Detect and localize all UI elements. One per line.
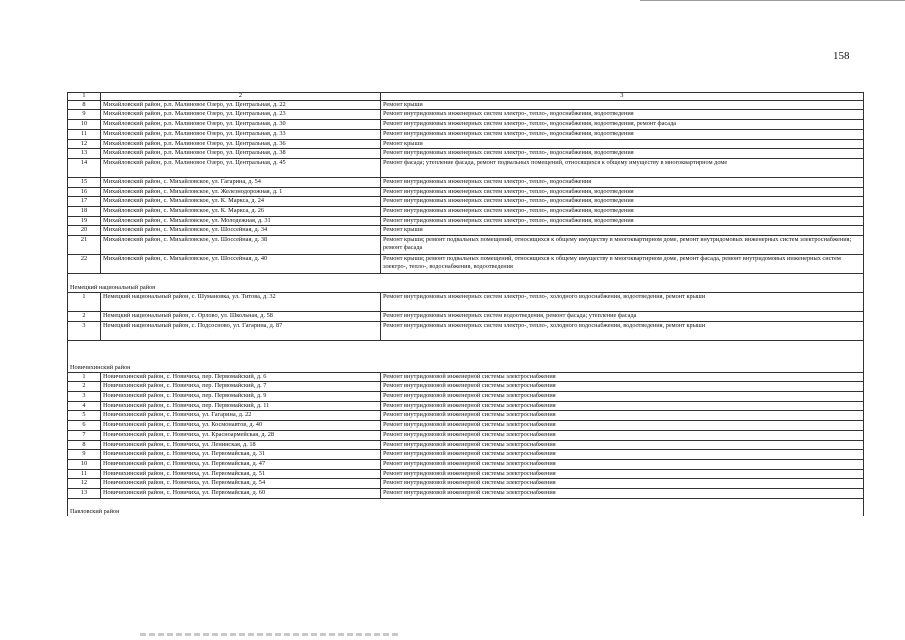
- row-address: Михайловский район, с. Михайловское, ул. Шоссейная, д. 40: [101, 255, 381, 274]
- row-work: Ремонт внутридомовых инженерных систем электро-, тепло-, водоснабжения, водоотведения: [381, 197, 864, 207]
- table-row: [68, 312, 864, 322]
- row-work: Ремонт крыши: [381, 100, 864, 110]
- row-number: 6: [68, 421, 101, 431]
- row-work: Ремонт фасада; утепление фасада, ремонт подвальных помещений, относящихся к общему имуществу в многоквартирном доме: [381, 158, 864, 177]
- row-number: 12: [68, 479, 101, 489]
- table-row: [68, 372, 864, 382]
- row-address: Новичихинский район, с. Новичиха, ул. Первомайская, д. 31: [101, 450, 381, 460]
- row-work: Ремонт внутридомовой инженерной системы электроснабжения: [381, 479, 864, 489]
- row-work: Ремонт внутридомовой инженерной системы электроснабжения: [381, 401, 864, 411]
- row-number: 4: [68, 401, 101, 411]
- table-row: [68, 236, 864, 255]
- row-address: Михайловский район, с. Михайловское, ул. К. Маркса, д. 24: [101, 197, 381, 207]
- row-work: Ремонт внутридомовых инженерных систем электро-, тепло-, холодного водоснабжения, водоотведения, ремонт крыши: [381, 293, 864, 312]
- table-row: [68, 401, 864, 411]
- table-row: [68, 110, 864, 120]
- row-work: Ремонт крыши: [381, 139, 864, 149]
- row-address: Михайловский район, р.п. Малиновое Озеро, ул. Центральная, д. 23: [101, 110, 381, 120]
- row-work: Ремонт внутридомовой инженерной системы электроснабжения: [381, 488, 864, 498]
- row-address: Новичихинский район, с. Новичиха, пер. Первомайский, д. 7: [101, 382, 381, 392]
- row-work: Ремонт внутридомовой инженерной системы электроснабжения: [381, 440, 864, 450]
- table-row: [68, 382, 864, 392]
- row-number: 5: [68, 411, 101, 421]
- row-address: Михайловский район, р.п. Малиновое Озеро, ул. Центральная, д. 30: [101, 120, 381, 130]
- row-address: Новичихинский район, с. Новичиха, ул. Красноармейская, д. 28: [101, 430, 381, 440]
- row-address: Михайловский район, с. Михайловское, ул. К. Маркса, д. 26: [101, 206, 381, 216]
- row-address: Михайловский район, с. Михайловское, ул. Железнодорожная, д. 1: [101, 187, 381, 197]
- row-number: 20: [68, 226, 101, 236]
- row-address: Новичихинский район, с. Новичиха, ул. Первомайская, д. 51: [101, 469, 381, 479]
- row-number: 3: [68, 321, 101, 340]
- row-address: Новичихинский район, с. Новичиха, ул. Первомайская, д. 54: [101, 479, 381, 489]
- row-work: Ремонт внутридомовых инженерных систем электро-, тепло-, водоснабжения, водоотведения: [381, 129, 864, 139]
- row-address: Новичихинский район, с. Новичиха, ул. Гагарина, д. 22: [101, 411, 381, 421]
- section-title: Новичихинский район: [68, 340, 864, 372]
- row-work: Ремонт внутридомовой инженерной системы электроснабжения: [381, 459, 864, 469]
- page-number: 158: [833, 50, 850, 62]
- row-work: Ремонт внутридомовой инженерной системы электроснабжения: [381, 372, 864, 382]
- row-address: Михайловский район, с. Михайловское, ул. Молодежная, д. 31: [101, 216, 381, 226]
- row-number: 13: [68, 149, 101, 159]
- row-number: 14: [68, 158, 101, 177]
- row-work: Ремонт внутридомовых инженерных систем электро-, тепло-, водоснабжения: [381, 177, 864, 187]
- row-work: Ремонт внутридомовых инженерных систем электро-, тепло-, водоснабжения, водоотведения: [381, 206, 864, 216]
- table-row: [68, 139, 864, 149]
- row-number: 3: [68, 392, 101, 402]
- header-cell-work: 3: [381, 93, 864, 101]
- row-address: Немецкий национальный район, с. Шумановка, ул. Титова, д. 32: [101, 293, 381, 312]
- row-number: 22: [68, 255, 101, 274]
- row-address: Михайловский район, р.п. Малиновое Озеро, ул. Центральная, д. 38: [101, 149, 381, 159]
- row-work: Ремонт крыши: [381, 226, 864, 236]
- table-row: [68, 321, 864, 340]
- row-address: Новичихинский район, с. Новичиха, пер. Первомайский, д. 9: [101, 392, 381, 402]
- row-number: 16: [68, 187, 101, 197]
- row-address: Михайловский район, р.п. Малиновое Озеро, ул. Центральная, д. 22: [101, 100, 381, 110]
- row-work: Ремонт внутридомовых инженерных систем электро-, тепло-, водоснабжения, водоотведения: [381, 187, 864, 197]
- row-work: Ремонт внутридомовых инженерных систем электро-, тепло-, водоснабжения, водоотведения, ремонт фасада: [381, 120, 864, 130]
- row-number: 12: [68, 139, 101, 149]
- row-work: Ремонт внутридомовых инженерных систем электро-, тепло-, водоснабжения, водоотведения: [381, 149, 864, 159]
- table-row: [68, 488, 864, 498]
- row-number: 17: [68, 197, 101, 207]
- row-address: Михайловский район, р.п. Малиновое Озеро, ул. Центральная, д. 33: [101, 129, 381, 139]
- row-number: 8: [68, 440, 101, 450]
- row-number: 9: [68, 110, 101, 120]
- row-work: Ремонт внутридомовых инженерных систем электро-, тепло-, холодного водоснабжения, водоотведения, ремонт крыши: [381, 321, 864, 340]
- row-address: Новичихинский район, с. Новичиха, ул. Ленинская, д. 18: [101, 440, 381, 450]
- header-cell-address: 2: [101, 93, 381, 101]
- table-row: [68, 293, 864, 312]
- table-row: [68, 469, 864, 479]
- table-row: [68, 129, 864, 139]
- row-address: Немецкий национальный район, с. Орлово, ул. Школьная, д. 58: [101, 312, 381, 322]
- row-work: Ремонт внутридомовых инженерных систем электро-, тепло-, водоснабжения, водоотведения: [381, 216, 864, 226]
- row-number: 1: [68, 293, 101, 312]
- row-number: 15: [68, 177, 101, 187]
- table-row: [68, 226, 864, 236]
- table-row: [68, 216, 864, 226]
- row-number: 8: [68, 100, 101, 110]
- section-header-row: [68, 340, 864, 372]
- row-number: 10: [68, 459, 101, 469]
- table-row: [68, 120, 864, 130]
- section-header-row: [68, 274, 864, 293]
- row-number: 9: [68, 450, 101, 460]
- row-number: 2: [68, 382, 101, 392]
- row-address: Новичихинский район, с. Новичиха, ул. Первомайская, д. 47: [101, 459, 381, 469]
- bottom-scan-marks: [140, 633, 400, 636]
- table-row: [68, 206, 864, 216]
- row-address: Новичихинский район, с. Новичиха, ул. Космонавтов, д. 40: [101, 421, 381, 431]
- row-address: Михайловский район, с. Михайловское, ул. Шоссейная, д. 38: [101, 236, 381, 255]
- repair-schedule-table: [67, 92, 864, 516]
- section-title: Немецкий национальный район: [68, 274, 864, 293]
- row-work: Ремонт внутридомовых инженерных систем электро-, тепло-, водоснабжения, водоотведения: [381, 110, 864, 120]
- row-address: Новичихинский район, с. Новичиха, пер. Первомайский, д. 11: [101, 401, 381, 411]
- row-work: Ремонт внутридомовых инженерных систем водоотведения, ремонт фасада; утепление фасада: [381, 312, 864, 322]
- section-title: Павловский район: [68, 498, 864, 516]
- table-row: [68, 149, 864, 159]
- row-address: Новичихинский район, с. Новичиха, пер. Первомайский, д. 6: [101, 372, 381, 382]
- table-row: [68, 430, 864, 440]
- row-address: Немецкий национальный район, с. Подсосново, ул. Гагарина, д. 87: [101, 321, 381, 340]
- row-number: 10: [68, 120, 101, 130]
- row-work: Ремонт внутридомовой инженерной системы электроснабжения: [381, 411, 864, 421]
- table-body: [68, 93, 864, 516]
- row-work: Ремонт внутридомовой инженерной системы электроснабжения: [381, 392, 864, 402]
- row-address: Михайловский район, с. Михайловское, ул. Гагарина, д. 54: [101, 177, 381, 187]
- row-number: 13: [68, 488, 101, 498]
- row-number: 1: [68, 372, 101, 382]
- header-row: [68, 93, 864, 101]
- row-work: Ремонт внутридомовой инженерной системы электроснабжения: [381, 430, 864, 440]
- table-row: [68, 459, 864, 469]
- table-row: [68, 100, 864, 110]
- row-work: Ремонт крыши; ремонт подвальных помещений, относящихся к общему имуществу в многоквартирном доме, ремонт внутридомовых инженерных систем электроснабжения; ремонт фасада: [381, 236, 864, 255]
- table-row: [68, 440, 864, 450]
- header-cell-number: 1: [68, 93, 101, 101]
- row-number: 21: [68, 236, 101, 255]
- row-work: Ремонт внутридомовой инженерной системы электроснабжения: [381, 469, 864, 479]
- table-row: [68, 158, 864, 177]
- row-address: Михайловский район, р.п. Малиновое Озеро, ул. Центральная, д. 36: [101, 139, 381, 149]
- top-edge-line: [640, 0, 905, 1]
- table-row: [68, 479, 864, 489]
- table-row: [68, 450, 864, 460]
- table-row: [68, 177, 864, 187]
- row-address: Новичихинский район, с. Новичиха, ул. Первомайская, д. 60: [101, 488, 381, 498]
- table-row: [68, 421, 864, 431]
- row-work: Ремонт внутридомовой инженерной системы электроснабжения: [381, 421, 864, 431]
- table-row: [68, 411, 864, 421]
- row-work: Ремонт крыши; ремонт подвальных помещений, относящихся к общему имуществу в многоквартирном доме, ремонт фасада, ремонт внутридомовых инженерных систем электро-, тепло-, водоснабжения, водоотведения: [381, 255, 864, 274]
- section-header-row: [68, 498, 864, 516]
- row-number: 11: [68, 129, 101, 139]
- table-row: [68, 392, 864, 402]
- row-work: Ремонт внутридомовой инженерной системы электроснабжения: [381, 382, 864, 392]
- table-row: [68, 197, 864, 207]
- row-number: 7: [68, 430, 101, 440]
- row-number: 18: [68, 206, 101, 216]
- table-row: [68, 255, 864, 274]
- table-row: [68, 187, 864, 197]
- row-number: 11: [68, 469, 101, 479]
- row-address: Михайловский район, с. Михайловское, ул. Шоссейная, д. 34: [101, 226, 381, 236]
- row-number: 2: [68, 312, 101, 322]
- row-work: Ремонт внутридомовой инженерной системы электроснабжения: [381, 450, 864, 460]
- row-address: Михайловский район, р.п. Малиновое Озеро, ул. Центральная, д. 45: [101, 158, 381, 177]
- row-number: 19: [68, 216, 101, 226]
